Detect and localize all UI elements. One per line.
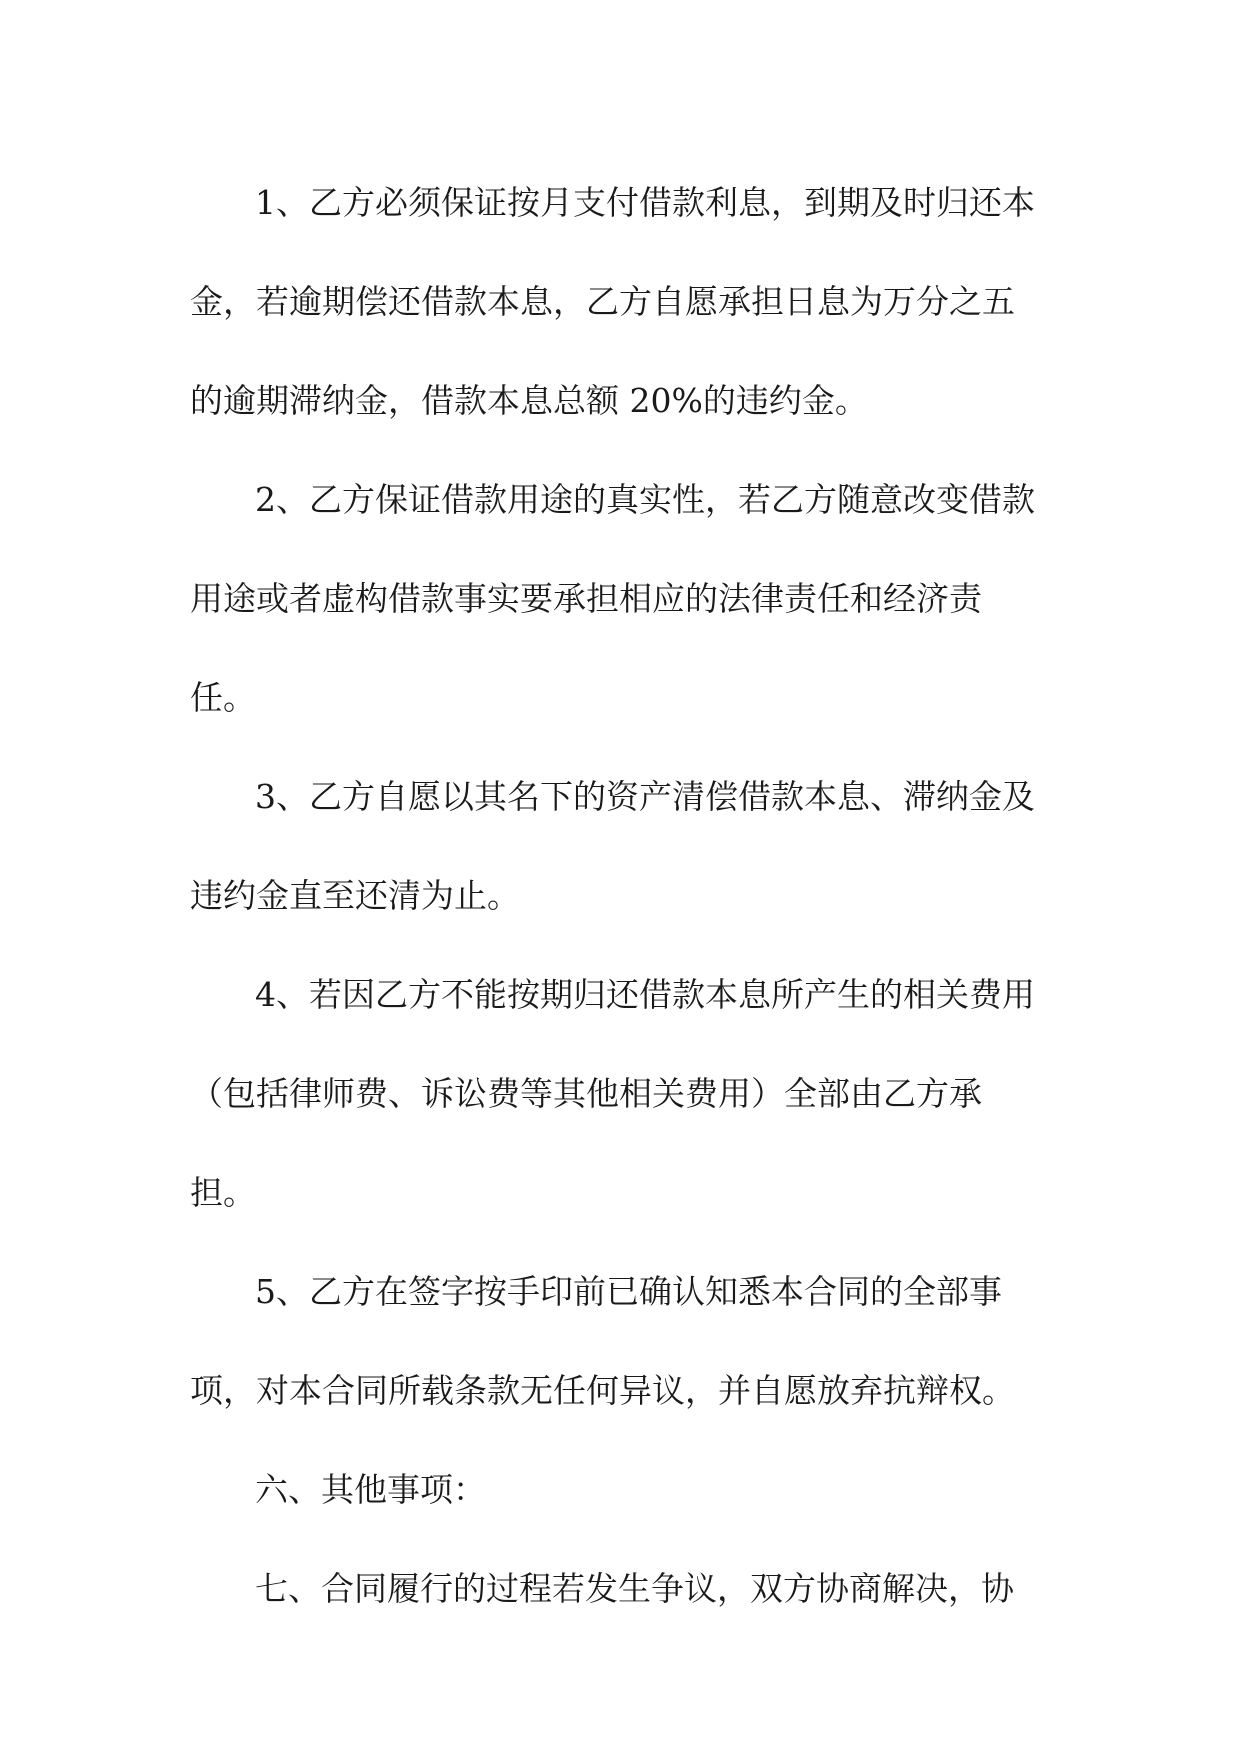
clause-2-line-3: 任。 [190, 678, 256, 717]
clause-2-line-1: 2、乙方保证借款用途的真实性，若乙方随意改变借款 [255, 480, 1035, 519]
clause-5-line-2: 项，对本合同所载条款无任何异议，并自愿放弃抗辩权。 [190, 1371, 1015, 1410]
clause-4-line-2: （包括律师费、诉讼费等其他相关费用）全部由乙方承 [190, 1074, 982, 1113]
section-7-line-1: 七、合同履行的过程若发生争议，双方协商解决，协 [255, 1569, 1014, 1608]
clause-1-line-3: 的逾期滞纳金，借款本息总额 20%的违约金。 [190, 381, 868, 420]
clause-3-line-1: 3、乙方自愿以其名下的资产清偿借款本息、滞纳金及 [255, 777, 1035, 816]
clause-4-line-1: 4、若因乙方不能按期归还借款本息所产生的相关费用 [255, 975, 1035, 1014]
clause-3-line-2: 违约金直至还清为止。 [190, 876, 520, 915]
section-6-heading: 六、其他事项： [255, 1470, 486, 1509]
clause-1-line-1: 1、乙方必须保证按月支付借款利息，到期及时归还本 [255, 183, 1035, 222]
clause-4-line-3: 担。 [190, 1173, 256, 1212]
clause-1-line-2: 金，若逾期偿还借款本息，乙方自愿承担日息为万分之五 [190, 282, 1015, 321]
clause-2-line-2: 用途或者虚构借款事实要承担相应的法律责任和经济责 [190, 579, 982, 618]
clause-5-line-1: 5、乙方在签字按手印前已确认知悉本合同的全部事 [255, 1272, 1002, 1311]
